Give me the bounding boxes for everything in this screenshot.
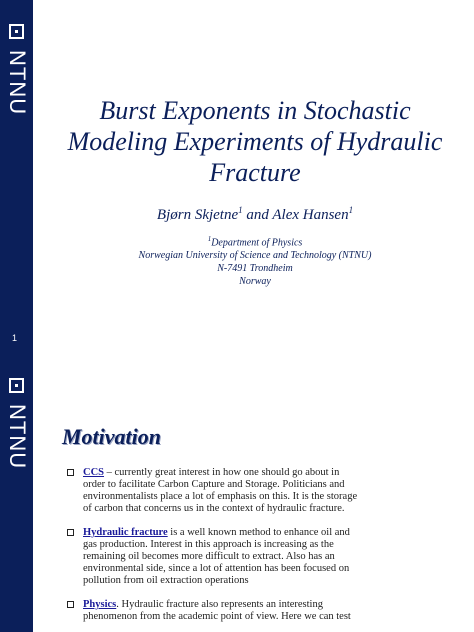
sidebar (0, 354, 33, 632)
author-2: and Alex Hansen (242, 207, 349, 223)
author-1: Bjørn Skjetne (156, 207, 239, 223)
affiliation-country: Norway (239, 276, 271, 288)
list-item (66, 599, 358, 623)
author-1-affiliation-mark: 1 (238, 205, 243, 215)
ntnu-logo (0, 0, 33, 120)
bullet-text: – currently great interest in how one should go about in order to facilitate Carbon Capture and Storage. Politicians and environmentalists place a lot of emphasis on this. It is the storage of carbon that concerns us in the context of hydraulic fracture. (83, 467, 358, 514)
bullet-term: Hydraulic fracture (83, 527, 168, 538)
motivation-slide (0, 354, 474, 632)
checkbox-bullet-icon (67, 601, 74, 608)
checkbox-bullet-icon (67, 469, 74, 476)
slide-title: Burst Exponents in Stochastic Modeling Experiments of Hydraulic Fracture (67, 96, 443, 187)
affiliation-mark: 1 (207, 235, 212, 243)
sidebar (0, 0, 33, 354)
affiliation-address: N-7491 Trondheim (217, 263, 293, 275)
affiliation (45, 233, 465, 288)
ntnu-logo-text: NTNU (5, 404, 30, 470)
checkbox-bullet-icon (67, 529, 74, 536)
bullet-term: CCS (83, 467, 105, 478)
bullet-list (66, 467, 358, 632)
list-item (66, 467, 358, 515)
page-number: 1 (12, 333, 18, 343)
ntnu-logo-mark-icon (9, 24, 24, 39)
ntnu-logo-mark-icon (9, 378, 24, 393)
ntnu-logo (0, 354, 33, 474)
authors (45, 205, 465, 224)
bullet-term: Physics (83, 599, 117, 610)
bullet-text: is a well known method to enhance oil and gas production. Interest in this approach is increasing as the remaining oil becomes more difficult to extract. Also has an environmental side, since a lot of attention has been focused on pollution from oil extraction operations (83, 527, 350, 586)
author-2-affiliation-mark: 1 (348, 205, 354, 215)
affiliation-university: Norwegian University of Science and Technology (NTNU) (138, 250, 372, 262)
affiliation-department: Department of Physics (211, 237, 303, 249)
ntnu-logo-text: NTNU (5, 50, 30, 116)
slide-heading: Motivation (62, 424, 162, 449)
list-item (66, 527, 358, 587)
bullet-text: . Hydraulic fracture also represents an interesting phenomenon from the academic point of view. Here we can test (83, 599, 351, 622)
